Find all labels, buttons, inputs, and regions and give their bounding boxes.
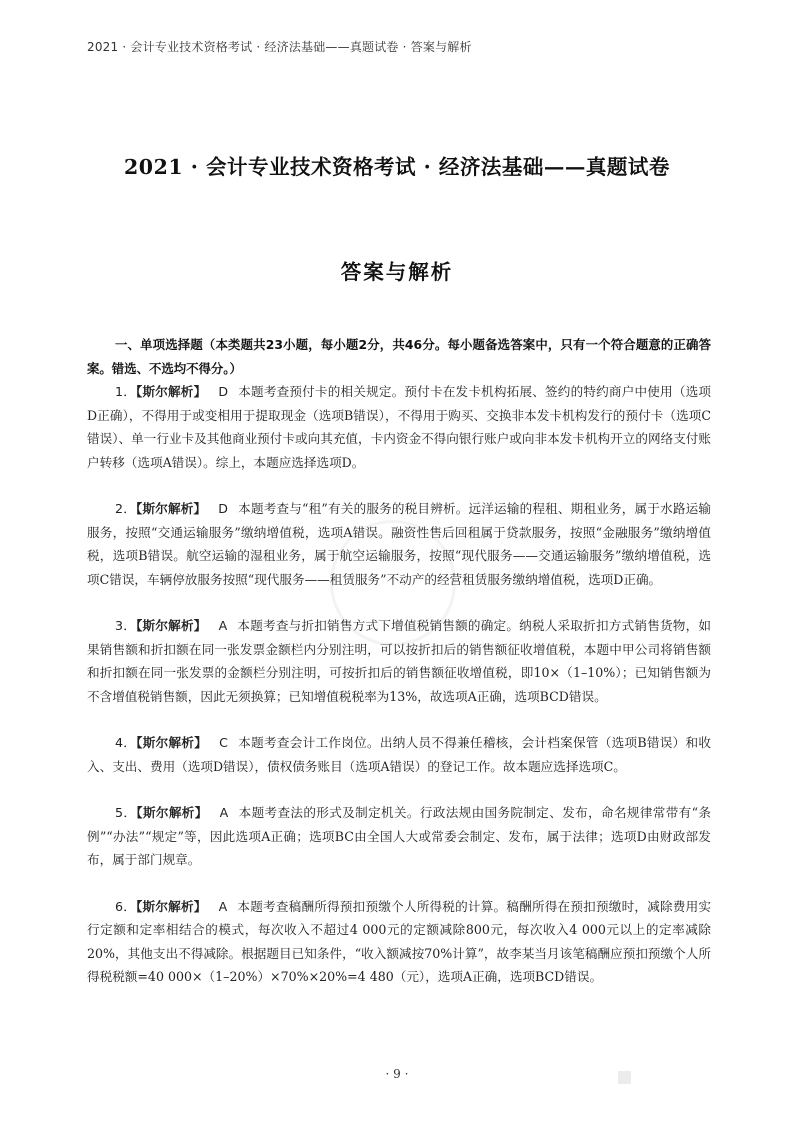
- explanation-text: 本题考查稿酬所得预扣预缴个人所得税的计算。稿酬所得在预扣预缴时，减除费用实行定额和定率相结合的模式，每次收入不超过4 000元的定额减除800元，每次收入4 000元以上的定率减除20%，其他支出不得减除。根据题目已知条件，“收入额减按70%计算”，故李某当月该笔稿酬应预扣预缴个人所得税税额=40 000×（1–20%）×70%×20%=4 480（元），选项A正确，选项BCD错误。: [87, 898, 712, 984]
- explanation-tag: 【斯尔解析】: [136, 618, 207, 633]
- question-number: 6．: [115, 898, 137, 914]
- explanation-tag: 【斯尔解析】: [135, 384, 207, 399]
- running-header: 2021 · 会计专业技术资格考试 · 经济法基础——真题试卷 · 答案与解析: [87, 40, 472, 54]
- explanation-text: 本题考查预付卡的相关规定。预付卡在发卡机构拓展、签约的特约商户中使用（选项D正确），不得用于或变相用于提取现金（选项B错误），不得用于购买、交换非本发卡机构发行的预付卡（选项C错误）、单一行业卡及其他商业预付卡或向其充值，卡内资金不得向银行账户或向非本发卡机构开立的网络支付账户转移（选项A错误）。综上，本题应选择选项D。: [87, 384, 711, 470]
- answer-item-5: [87, 801, 711, 872]
- corner-mark: [618, 1071, 631, 1084]
- answer-letter: D: [218, 384, 229, 399]
- answer-content: [87, 333, 711, 1012]
- page-title: 2021 · 会计专业技术资格考试 · 经济法基础——真题试卷: [124, 155, 670, 179]
- answer-item-2: [87, 497, 711, 591]
- explanation-tag: 【斯尔解析】: [136, 735, 208, 750]
- answer-letter: A: [218, 898, 228, 914]
- question-number: 4．: [115, 735, 137, 750]
- explanation-text: 本题考查与“租”有关的服务的税目辨析。远洋运输的程租、期租业务，属于水路运输服务，按照“交通运输服务”缴纳增值税，选项A错误。融资性售后回租属于贷款服务，按照“金融服务”缴纳增值税，选项B错误。航空运输的湿租业务，属于航空运输服务，按照“现代服务——交通运输服务”缴纳增值税，选项C错误，车辆停放服务按照“现代服务——租赁服务”不动产的经营租赁服务缴纳增值税，选项D正确。: [87, 501, 711, 587]
- page-number: · 9 ·: [385, 1067, 409, 1081]
- page-subtitle: 答案与解析: [340, 260, 454, 284]
- question-number: 1．: [115, 384, 136, 399]
- answer-item-3: [87, 614, 711, 708]
- answer-letter: C: [219, 735, 228, 750]
- explanation-tag: 【斯尔解析】: [136, 805, 208, 820]
- question-number: 3．: [115, 618, 137, 633]
- explanation-text: 本题考查与折扣销售方式下增值税销售额的确定。纳税人采取折扣方式销售货物，如果销售额和折扣额在同一张发票金额栏内分别注明，可以按折扣后的销售额征收增值税，本题中甲公司将销售额和折扣额在同一张发票的金额栏分别注明，可按折扣后的销售额征收增值税，即10×（1–10%）；已知销售额为不含增值税销售额，因此无须换算；已知增值税税率为13%，故选项A正确，选项BCD错误。: [87, 618, 712, 704]
- answer-letter: A: [219, 805, 229, 820]
- question-number: 2．: [115, 501, 136, 516]
- section-heading: 一、单项选择题（本类题共23小题，每小题2分，共46分。每小题备选答案中，只有一个符合题意的正确答案。错选、不选均不得分。）: [87, 337, 711, 376]
- explanation-text: 本题考查法的形式及制定机关。行政法规由国务院制定、发布，命名规律常带有“条例”“办法”“规定”等，因此选项A正确；选项BC由全国人大或常委会制定、发布，属于法律；选项D由财政部发布，属于部门规章。: [87, 805, 711, 867]
- answer-letter: A: [218, 618, 228, 633]
- answer-item-1: [87, 380, 711, 474]
- question-number: 5．: [115, 805, 137, 820]
- answer-letter: D: [218, 501, 228, 516]
- answer-item-4: [87, 731, 711, 778]
- answer-item-6: [87, 895, 711, 989]
- explanation-text: 本题考查会计工作岗位。出纳人员不得兼任稽核，会计档案保管（选项B错误）和收入、支出、费用（选项D错误），债权债务账目（选项A错误）的登记工作。故本题应选择选项C。: [87, 735, 711, 774]
- explanation-tag: 【斯尔解析】: [136, 898, 207, 914]
- explanation-tag: 【斯尔解析】: [135, 501, 207, 516]
